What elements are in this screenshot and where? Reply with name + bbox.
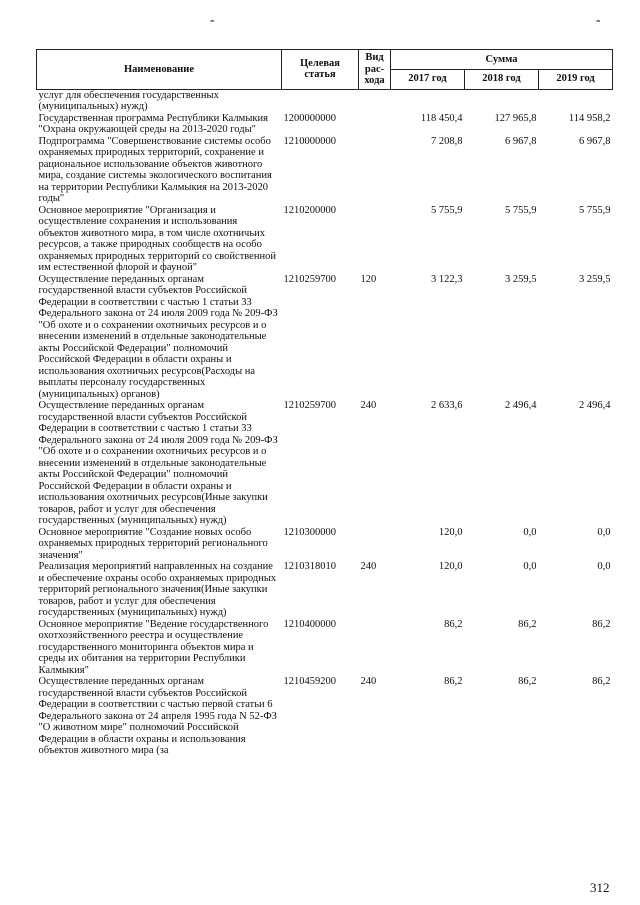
row-2019: 3 259,5 xyxy=(579,273,611,285)
row-kind: 240 xyxy=(360,676,377,687)
row-2019: 114 958,2 xyxy=(568,112,611,124)
scan-mark-right: - xyxy=(596,12,601,27)
row-code: 1210259700 xyxy=(283,400,336,411)
scan-mark-left: - xyxy=(210,12,215,27)
header-year-2017: 2017 год xyxy=(391,69,465,89)
row-name: Основное мероприятие "Создание новых особо охраняемых природных территорий регионального значения" xyxy=(38,526,268,561)
table-row xyxy=(37,274,613,401)
row-2018: 6 967,8 xyxy=(505,135,537,147)
row-name: Основное мероприятие "Организация и осуществление сохранения и использования объектов животного мира, в том числе охотничьих ресурсов, а также природных сообществ на особо охраняемых природных территорий со свойственной им естественной флорой и фауной" xyxy=(38,204,276,273)
header-name: Наименование xyxy=(37,50,282,90)
header-kind: Вид рас-хода xyxy=(359,50,391,90)
header-year-2019: 2019 год xyxy=(539,69,613,89)
row-2017: 86,2 xyxy=(444,618,463,630)
header-year-2018: 2018 год xyxy=(465,69,539,89)
row-kind xyxy=(359,89,391,113)
table-row xyxy=(37,113,613,136)
row-2019: 6 967,8 xyxy=(579,135,611,147)
row-2018: 127 965,8 xyxy=(494,112,537,124)
row-name: Реализация мероприятий направленных на создание и обеспечение охраны особо охраняемых природных территорий регионального значения(Иные закупки товаров, работ и услуг для обеспечения государственных (муниципальных) нужд) xyxy=(38,561,277,618)
row-name: Осуществление переданных органам государственной власти субъектов Российской Федерации в соответствии с частью первой статьи 6 Федерального закона от 24 апреля 1995 года N 52-ФЗ "О животном мире" полномочий Российской Федерации в области охраны и использования объектов животного мира (за xyxy=(38,676,277,756)
header-sum: Сумма xyxy=(391,50,613,70)
row-code: 1210259700 xyxy=(283,273,336,285)
row-name: Основное мероприятие "Ведение государственного охотхозяйственного реестра и осуществление государственного мониторинга объектов мира и среды их обитания на территории Республики Калмыкия" xyxy=(38,618,269,676)
row-code: 1210000000 xyxy=(283,135,336,147)
row-code: 1210300000 xyxy=(283,526,336,538)
row-2018: 3 259,5 xyxy=(505,273,537,285)
row-2018: 0,0 xyxy=(523,526,537,538)
row-2017: 2 633,6 xyxy=(431,400,463,411)
row-name: Осуществление переданных органам государственной власти субъектов Российской Федерации в соответствии с частью 1 статьи 33 Федерального закона от 24 июля 2009 года № 209-ФЗ "Об охоте и о сохранении охотничьих ресурсов и о внесении изменений в отдельные законодательные акты Российской Федерации" полномочий Российской Федерации в области охраны и использования охотничьих ресурсов(Иные закупки товаров, работ и услуг для обеспечения государственных (муниципальных) нужд) xyxy=(38,400,278,526)
row-2019: 0,0 xyxy=(597,526,611,538)
row-kind xyxy=(359,136,391,205)
budget-table xyxy=(36,49,613,757)
row-2017: 7 208,8 xyxy=(431,135,463,147)
table-row xyxy=(37,400,613,527)
row-name: Подпрограмма "Совершенствование системы особо охраняемых природных территорий, сохранение и рациональное использование объектов животного мира, создание системы экологического воспитания на территории Республики Калмыкия на 2013-2020 годы" xyxy=(38,135,272,204)
row-code: 1210200000 xyxy=(283,204,336,216)
row-2018: 86,2 xyxy=(518,676,537,687)
table-row xyxy=(37,676,613,757)
row-kind: 240 xyxy=(360,561,377,572)
row-code xyxy=(282,89,359,113)
page-number: 312 xyxy=(590,880,610,895)
row-2019: 5 755,9 xyxy=(579,204,611,216)
row-2017: 120,0 xyxy=(438,526,463,538)
table-row xyxy=(37,205,613,274)
row-name: Осуществление переданных органам государственной власти субъектов Российской Федерации в соответствии с частью 1 статьи 33 Федерального закона от 24 июля 2009 года № 209-ФЗ "Об охоте и о сохранении охотничьих ресурсов и о внесении изменений в отдельные законодательные акты Российской Федерации" полномочий Российской Федерации в области охраны и использования охотничьих ресурсов(Расходы на выплаты персоналу государственных (муниципальных) органов) xyxy=(38,273,278,400)
header-code: Целевая статья xyxy=(282,50,359,90)
row-2019: 0,0 xyxy=(597,561,611,572)
row-2018: 86,2 xyxy=(518,618,537,630)
row-2017 xyxy=(391,89,465,113)
row-2017: 86,2 xyxy=(444,676,463,687)
row-2019: 2 496,4 xyxy=(579,400,611,411)
row-code: 1210400000 xyxy=(283,618,336,630)
row-2018 xyxy=(465,89,539,113)
row-code: 1210318010 xyxy=(283,561,336,572)
row-name: услуг для обеспечения государственных (муниципальных) нужд) xyxy=(38,89,219,112)
row-2019 xyxy=(539,89,613,113)
table-row xyxy=(37,89,613,113)
row-name: Государственная программа Республики Калмыкия "Охрана окружающей среды на 2013-2020 годы" xyxy=(38,112,268,135)
table-row xyxy=(37,527,613,562)
row-kind xyxy=(359,619,391,677)
table-row xyxy=(37,136,613,205)
row-code: 1210459200 xyxy=(283,676,336,687)
row-kind: 240 xyxy=(360,400,377,411)
row-2018: 0,0 xyxy=(523,561,537,572)
table-row xyxy=(37,619,613,677)
row-2019: 86,2 xyxy=(592,618,611,630)
row-2018: 5 755,9 xyxy=(505,204,537,216)
row-2018: 2 496,4 xyxy=(505,400,537,411)
row-code: 1200000000 xyxy=(283,112,336,124)
row-kind xyxy=(359,205,391,274)
row-kind xyxy=(359,113,391,136)
row-2017: 5 755,9 xyxy=(431,204,463,216)
row-2017: 3 122,3 xyxy=(431,273,463,285)
row-2017: 118 450,4 xyxy=(420,112,463,124)
row-2017: 120,0 xyxy=(438,561,463,572)
row-kind: 120 xyxy=(360,273,377,285)
table-row xyxy=(37,561,613,619)
row-2019: 86,2 xyxy=(592,676,611,687)
row-kind xyxy=(359,527,391,562)
